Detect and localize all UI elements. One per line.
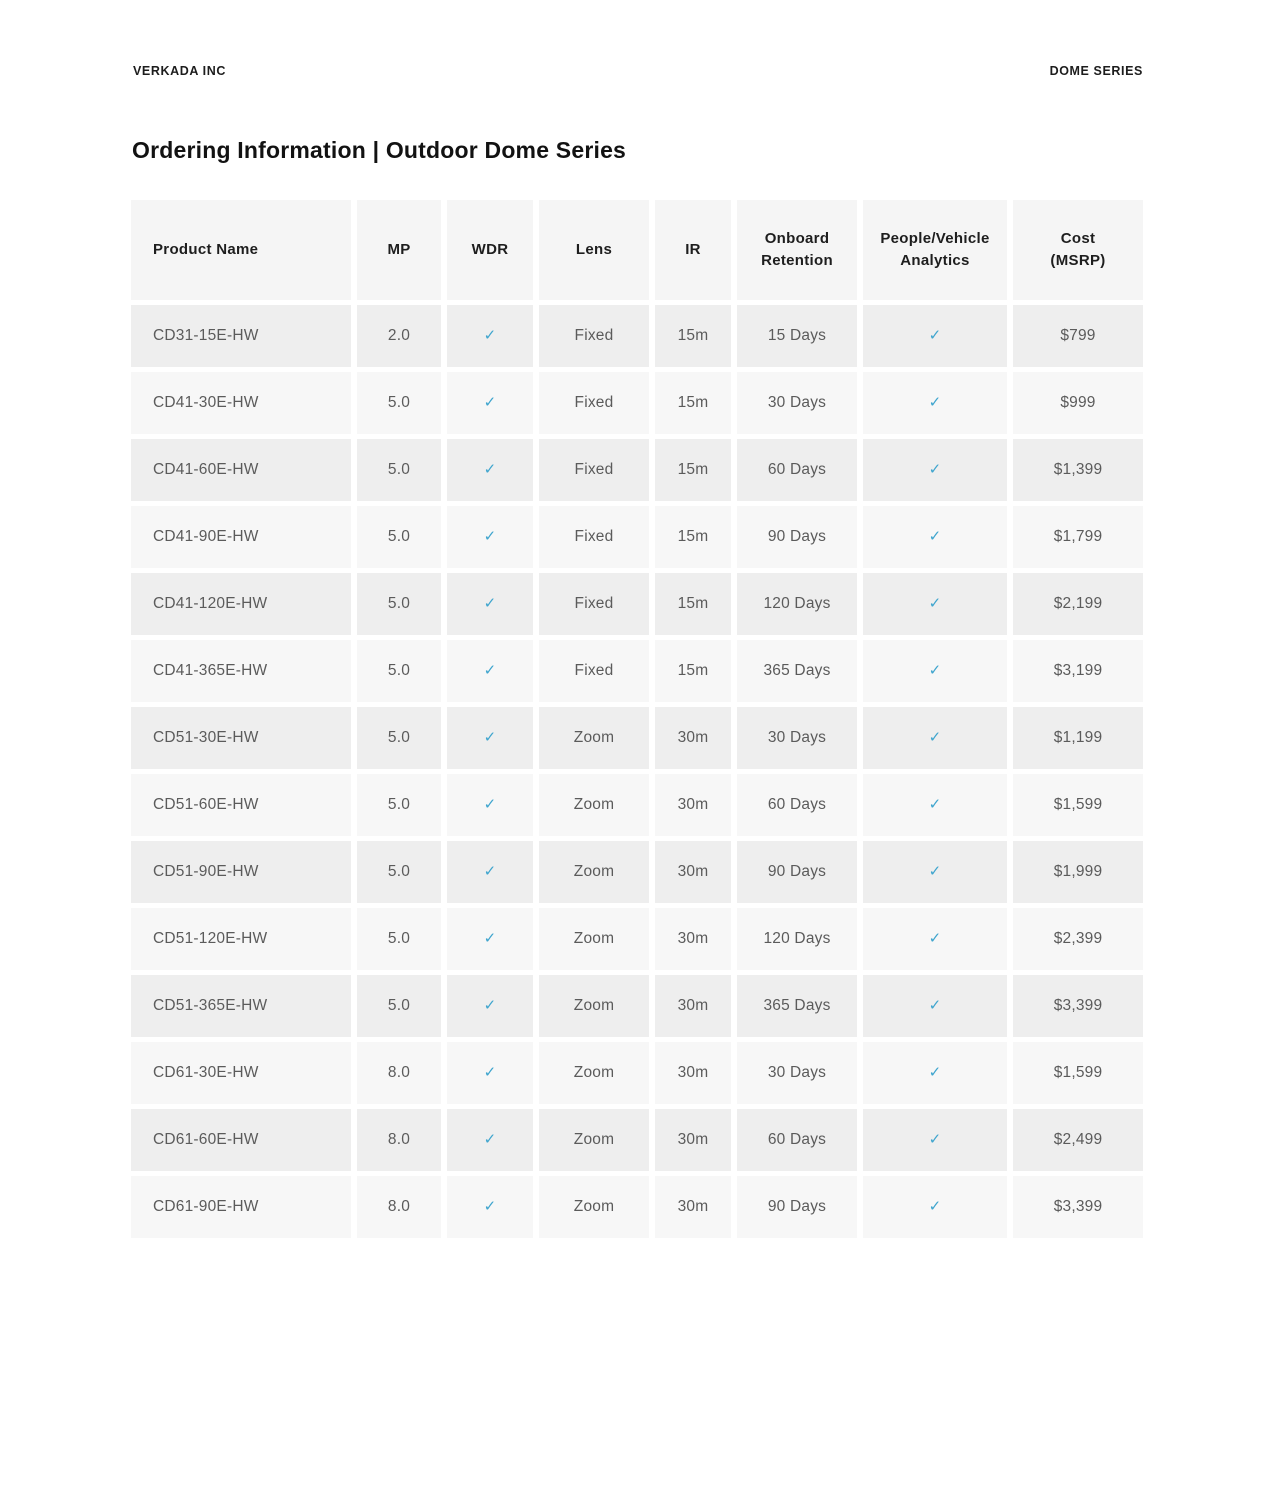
table-cell-onboard-retention: 30 Days xyxy=(737,1042,857,1104)
table-cell-cost: $1,399 xyxy=(1013,439,1143,501)
table-cell-onboard-retention: 30 Days xyxy=(737,707,857,769)
table-cell-ir: 30m xyxy=(655,908,731,970)
table-cell-product-name: CD61-90E-HW xyxy=(131,1176,351,1238)
column-header-lens: Lens xyxy=(539,200,649,300)
table-cell-product-name: CD41-30E-HW xyxy=(131,372,351,434)
wdr-check-icon: ✓ xyxy=(447,1109,533,1171)
table-cell-onboard-retention: 60 Days xyxy=(737,1109,857,1171)
analytics-check-icon: ✓ xyxy=(863,908,1007,970)
table-cell-product-name: CD61-30E-HW xyxy=(131,1042,351,1104)
wdr-check-icon: ✓ xyxy=(447,506,533,568)
table-cell-onboard-retention: 120 Days xyxy=(737,573,857,635)
table-cell-ir: 15m xyxy=(655,573,731,635)
analytics-check-icon: ✓ xyxy=(863,841,1007,903)
table-cell-cost: $1,599 xyxy=(1013,774,1143,836)
table-cell-cost: $2,399 xyxy=(1013,908,1143,970)
table-cell-product-name: CD41-60E-HW xyxy=(131,439,351,501)
analytics-check-icon: ✓ xyxy=(863,774,1007,836)
wdr-check-icon: ✓ xyxy=(447,305,533,367)
table-cell-lens: Fixed xyxy=(539,640,649,702)
wdr-check-icon: ✓ xyxy=(447,640,533,702)
table-cell-lens: Fixed xyxy=(539,439,649,501)
table-cell-ir: 30m xyxy=(655,975,731,1037)
wdr-check-icon: ✓ xyxy=(447,573,533,635)
table-cell-mp: 5.0 xyxy=(357,573,441,635)
column-header-wdr: WDR xyxy=(447,200,533,300)
table-cell-cost: $2,499 xyxy=(1013,1109,1143,1171)
wdr-check-icon: ✓ xyxy=(447,439,533,501)
table-cell-onboard-retention: 120 Days xyxy=(737,908,857,970)
table-cell-mp: 5.0 xyxy=(357,975,441,1037)
table-cell-mp: 5.0 xyxy=(357,506,441,568)
analytics-check-icon: ✓ xyxy=(863,1109,1007,1171)
ordering-table xyxy=(131,200,1143,1238)
table-cell-lens: Fixed xyxy=(539,506,649,568)
table-cell-product-name: CD51-90E-HW xyxy=(131,841,351,903)
analytics-check-icon: ✓ xyxy=(863,305,1007,367)
analytics-check-icon: ✓ xyxy=(863,506,1007,568)
analytics-check-icon: ✓ xyxy=(863,640,1007,702)
wdr-check-icon: ✓ xyxy=(447,774,533,836)
page-title: Ordering Information | Outdoor Dome Series xyxy=(132,137,627,163)
table-cell-mp: 8.0 xyxy=(357,1109,441,1171)
analytics-check-icon: ✓ xyxy=(863,573,1007,635)
table-cell-mp: 5.0 xyxy=(357,841,441,903)
table-cell-ir: 30m xyxy=(655,1109,731,1171)
table-cell-ir: 30m xyxy=(655,707,731,769)
table-cell-ir: 30m xyxy=(655,1176,731,1238)
wdr-check-icon: ✓ xyxy=(447,975,533,1037)
table-cell-product-name: CD41-120E-HW xyxy=(131,573,351,635)
table-cell-product-name: CD51-120E-HW xyxy=(131,908,351,970)
table-cell-mp: 2.0 xyxy=(357,305,441,367)
table-cell-lens: Fixed xyxy=(539,573,649,635)
table-cell-onboard-retention: 90 Days xyxy=(737,506,857,568)
table-cell-lens: Zoom xyxy=(539,1109,649,1171)
table-cell-product-name: CD61-60E-HW xyxy=(131,1109,351,1171)
table-cell-onboard-retention: 60 Days xyxy=(737,439,857,501)
table-cell-cost: $1,199 xyxy=(1013,707,1143,769)
table-cell-mp: 8.0 xyxy=(357,1176,441,1238)
column-header-onboard-retention: Onboard Retention xyxy=(737,200,857,300)
analytics-check-icon: ✓ xyxy=(863,372,1007,434)
table-cell-ir: 15m xyxy=(655,372,731,434)
table-cell-onboard-retention: 30 Days xyxy=(737,372,857,434)
table-cell-mp: 5.0 xyxy=(357,707,441,769)
table-cell-mp: 5.0 xyxy=(357,372,441,434)
table-cell-cost: $2,199 xyxy=(1013,573,1143,635)
table-cell-lens: Fixed xyxy=(539,372,649,434)
table-cell-product-name: CD51-365E-HW xyxy=(131,975,351,1037)
table-cell-lens: Zoom xyxy=(539,774,649,836)
column-header-people-vehicle-analytics: People/Vehicle Analytics xyxy=(863,200,1007,300)
table-cell-product-name: CD51-60E-HW xyxy=(131,774,351,836)
table-cell-mp: 5.0 xyxy=(357,439,441,501)
table-cell-ir: 15m xyxy=(655,640,731,702)
table-cell-ir: 30m xyxy=(655,774,731,836)
table-cell-lens: Zoom xyxy=(539,1176,649,1238)
table-cell-lens: Zoom xyxy=(539,1042,649,1104)
table-cell-cost: $1,999 xyxy=(1013,841,1143,903)
table-cell-ir: 30m xyxy=(655,841,731,903)
table-cell-product-name: CD41-365E-HW xyxy=(131,640,351,702)
table-cell-product-name: CD41-90E-HW xyxy=(131,506,351,568)
wdr-check-icon: ✓ xyxy=(447,372,533,434)
table-cell-cost: $3,399 xyxy=(1013,1176,1143,1238)
table-cell-onboard-retention: 365 Days xyxy=(737,640,857,702)
wdr-check-icon: ✓ xyxy=(447,1176,533,1238)
table-cell-cost: $999 xyxy=(1013,372,1143,434)
table-cell-lens: Zoom xyxy=(539,975,649,1037)
analytics-check-icon: ✓ xyxy=(863,1042,1007,1104)
wdr-check-icon: ✓ xyxy=(447,841,533,903)
table-cell-onboard-retention: 15 Days xyxy=(737,305,857,367)
column-header-ir: IR xyxy=(655,200,731,300)
analytics-check-icon: ✓ xyxy=(863,1176,1007,1238)
series-name: DOME SERIES xyxy=(1049,64,1143,78)
table-cell-lens: Zoom xyxy=(539,908,649,970)
table-cell-onboard-retention: 60 Days xyxy=(737,774,857,836)
analytics-check-icon: ✓ xyxy=(863,707,1007,769)
table-cell-ir: 15m xyxy=(655,439,731,501)
table-cell-onboard-retention: 365 Days xyxy=(737,975,857,1037)
column-header-cost-msrp: Cost (MSRP) xyxy=(1013,200,1143,300)
table-cell-lens: Zoom xyxy=(539,707,649,769)
table-cell-cost: $1,599 xyxy=(1013,1042,1143,1104)
wdr-check-icon: ✓ xyxy=(447,908,533,970)
table-cell-mp: 5.0 xyxy=(357,908,441,970)
table-cell-mp: 5.0 xyxy=(357,640,441,702)
column-header-mp: MP xyxy=(357,200,441,300)
analytics-check-icon: ✓ xyxy=(863,975,1007,1037)
table-cell-ir: 15m xyxy=(655,305,731,367)
column-header-product-name: Product Name xyxy=(131,200,351,300)
table-cell-product-name: CD51-30E-HW xyxy=(131,707,351,769)
table-cell-cost: $1,799 xyxy=(1013,506,1143,568)
analytics-check-icon: ✓ xyxy=(863,439,1007,501)
table-cell-product-name: CD31-15E-HW xyxy=(131,305,351,367)
document-header xyxy=(133,64,1143,78)
wdr-check-icon: ✓ xyxy=(447,707,533,769)
table-cell-cost: $3,399 xyxy=(1013,975,1143,1037)
table-cell-mp: 5.0 xyxy=(357,774,441,836)
table-cell-lens: Zoom xyxy=(539,841,649,903)
wdr-check-icon: ✓ xyxy=(447,1042,533,1104)
table-cell-onboard-retention: 90 Days xyxy=(737,841,857,903)
company-name: VERKADA INC xyxy=(133,64,226,78)
table-cell-cost: $3,199 xyxy=(1013,640,1143,702)
table-cell-ir: 15m xyxy=(655,506,731,568)
table-cell-mp: 8.0 xyxy=(357,1042,441,1104)
table-cell-ir: 30m xyxy=(655,1042,731,1104)
table-cell-onboard-retention: 90 Days xyxy=(737,1176,857,1238)
table-cell-cost: $799 xyxy=(1013,305,1143,367)
table-cell-lens: Fixed xyxy=(539,305,649,367)
